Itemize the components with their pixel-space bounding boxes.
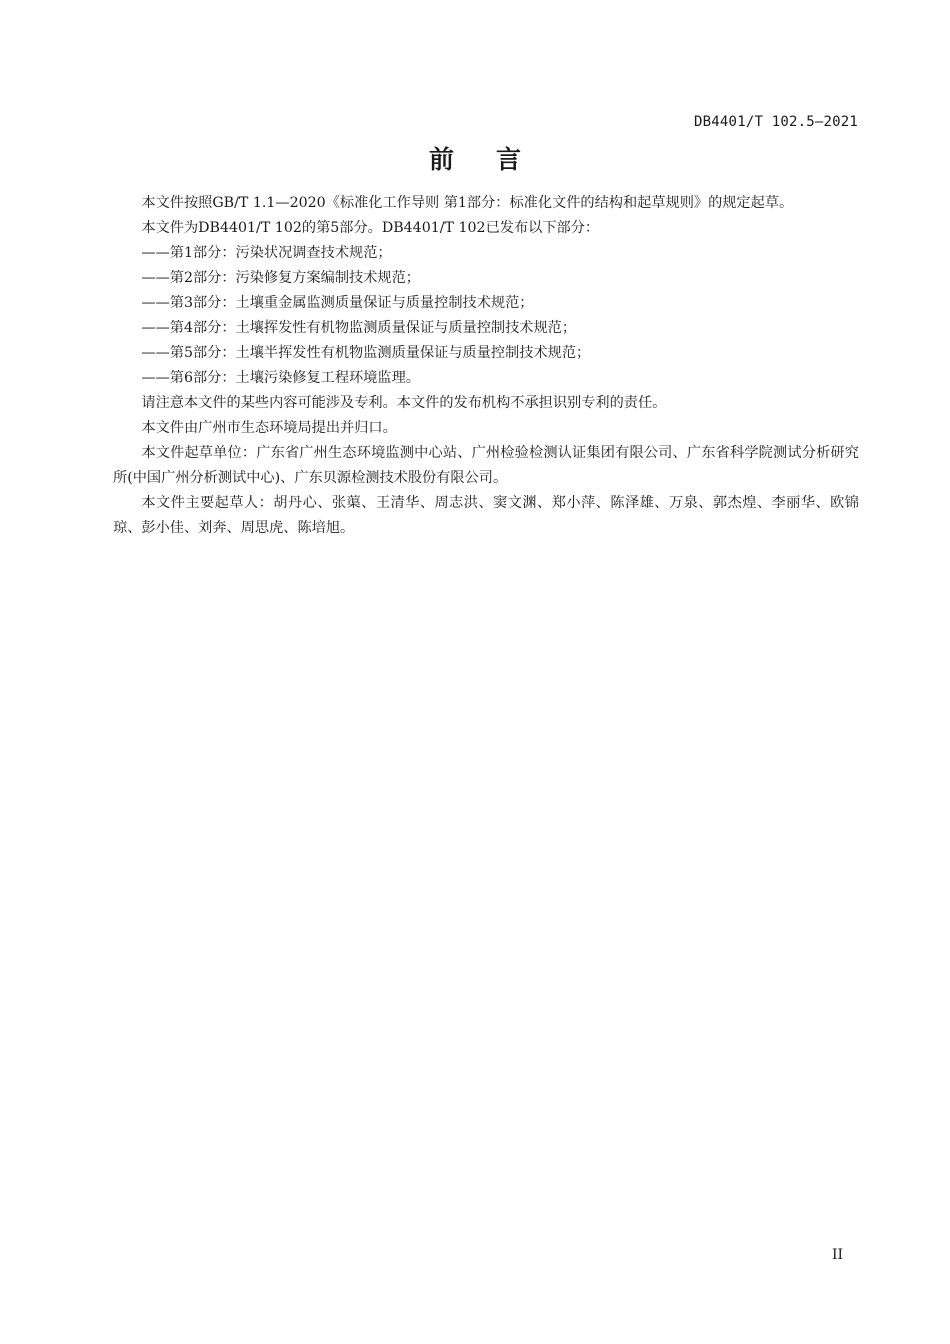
- list-item-part-2: ——第2部分：污染修复方案编制技术规范；: [141, 270, 420, 286]
- paragraph-drafters: 本文件主要起草人：胡丹心、张蕖、王清华、周志洪、窦文渊、郑小萍、陈泽雄、万泉、郭杰煌、李丽华、欧锦琼、彭小佳、刘奔、周思虎、陈培旭。: [113, 495, 859, 536]
- list-item-part-4: ——第4部分：土壤挥发性有机物监测质量保证与质量控制技术规范；: [141, 320, 577, 336]
- page-number: II: [832, 1247, 844, 1263]
- paragraph-patent-notice: 请注意本文件的某些内容可能涉及专利。本文件的发布机构不承担识别专利的责任。: [141, 395, 667, 411]
- document-id: DB4401/T 102.5—2021: [694, 114, 858, 130]
- page-title: 前言: [428, 145, 563, 174]
- paragraph-proposer: 本文件由广州市生态环境局提出并归口。: [141, 420, 397, 436]
- list-item-part-3: ——第3部分：土壤重金属监测质量保证与质量控制技术规范；: [141, 295, 534, 311]
- paragraph-drafting-rules: 本文件按照GB/T 1.1—2020《标准化工作导则 第1部分：标准化文件的结构和起草规则》的规定起草。: [141, 195, 794, 211]
- list-item-part-5: ——第5部分：土壤半挥发性有机物监测质量保证与质量控制技术规范；: [141, 345, 591, 361]
- paragraph-series-intro: 本文件为DB4401/T 102的第5部分。DB4401/T 102已发布以下部分：: [141, 220, 600, 236]
- foreword-body: [113, 191, 859, 541]
- paragraph-drafting-units: 本文件起草单位：广东省广州生态环境监测中心站、广州检验检测认证集团有限公司、广东省科学院测试分析研究所(中国广州分析测试中心)、广东贝源检测技术股份有限公司。: [113, 445, 859, 486]
- list-item-part-1: ——第1部分：污染状况调查技术规范；: [141, 245, 392, 261]
- list-item-part-6: ——第6部分：土壤污染修复工程环境监理。: [141, 370, 420, 386]
